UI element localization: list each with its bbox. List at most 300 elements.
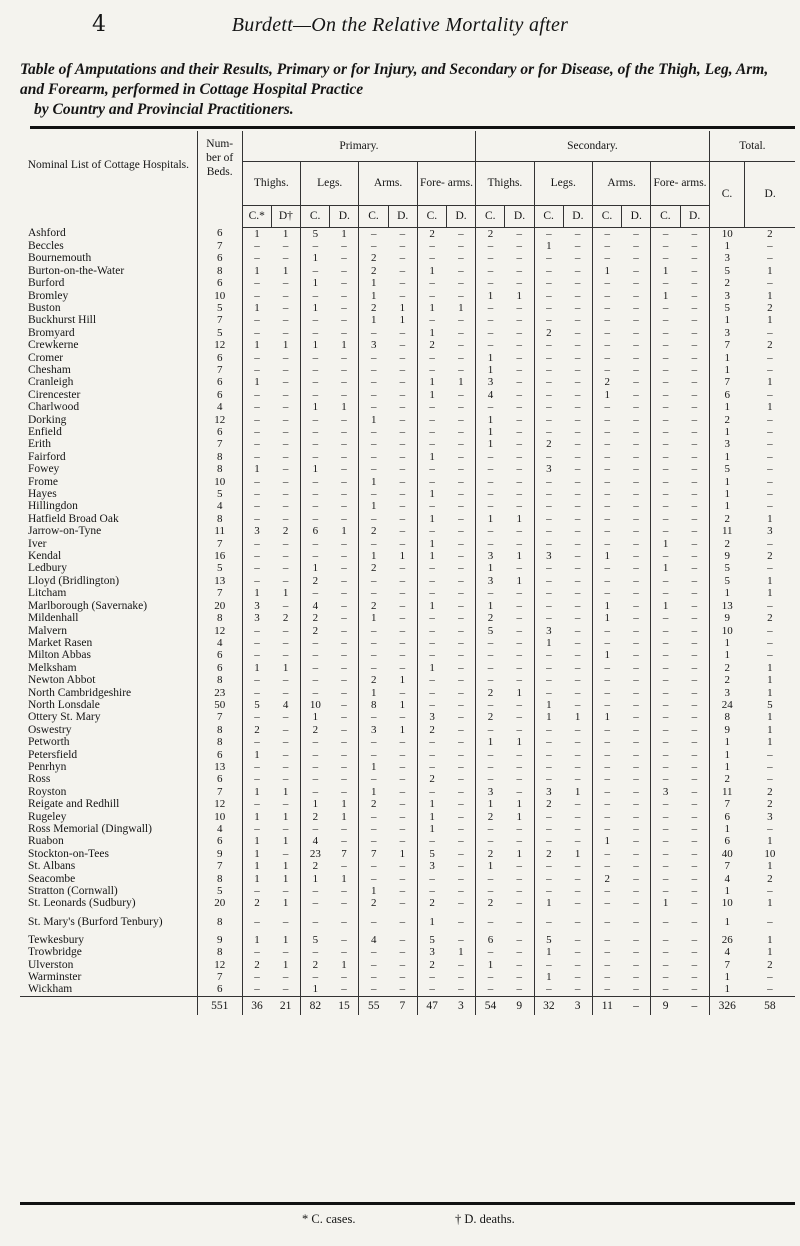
value-cell: 1 [574,711,581,724]
value-cell: – [651,575,680,587]
value-cell: – [633,525,639,538]
value-cell: – [341,574,347,587]
value-cell: 5 [534,934,563,946]
value-cell: – [282,798,289,811]
value-cell: – [341,723,347,736]
value-cell: – [301,426,330,438]
hospital-name: Oswestry [28,723,72,736]
value-cell: – [476,749,505,761]
value-cell: – [691,401,698,414]
value-cell: 1 [516,550,522,563]
value-cell: 1 [592,711,621,723]
hospital-name: Mildenhall [28,612,79,625]
value-cell: 1 [709,401,744,413]
value-cell: 10 [301,699,330,711]
value-cell: – [691,958,698,971]
value-cell: – [516,872,522,885]
value-cell: – [417,401,446,413]
value-cell: 13 [709,600,744,612]
table-row [20,575,795,587]
value-cell: – [691,339,698,352]
value-cell: 1 [592,649,621,661]
beds-cell: 6 [197,662,242,674]
value-cell: – [691,574,698,587]
value-cell: – [516,264,522,277]
value-cell: – [633,823,639,835]
value-cell: – [574,463,581,476]
value-cell: – [534,811,563,823]
value-cell: – [534,265,563,277]
value-cell: – [458,227,464,240]
header-cases: C.* [242,205,271,227]
value-cell: – [691,413,698,426]
header-secondary-forearms: Fore- arms. [651,161,709,205]
value-cell: 1 [767,860,773,873]
value-cell: – [592,687,621,699]
header-beds: Num- ber of Beds. [197,131,242,227]
value-cell: – [359,575,388,587]
value-cell: – [534,761,563,773]
value-cell: – [282,736,289,749]
value-cell: 5 [709,265,744,277]
value-cell: – [301,897,330,909]
value-cell: 1 [709,314,744,326]
value-cell: – [301,488,330,500]
value-cell: – [516,599,522,612]
header-cases: C. [534,205,563,227]
header-deaths: D. [446,205,475,227]
table-row [20,600,795,612]
value-cell: – [301,513,330,525]
value-cell: – [651,550,680,562]
value-cell: 2 [417,897,446,909]
header-cases: C. [301,205,330,227]
value-cell: 1 [341,798,347,811]
value-cell: – [476,773,505,785]
value-cell: 3 [417,860,446,872]
value-cell: – [399,760,406,773]
value-cell: – [242,488,271,500]
beds-cell: 7 [197,587,242,599]
value-cell: 1 [417,451,446,463]
value-cell: – [651,959,680,971]
value-cell: – [341,587,347,600]
value-cell: – [691,810,698,823]
value-cell: – [651,662,680,674]
value-cell: 2 [301,959,330,971]
hospital-name: Petworth [28,736,70,749]
header-deaths: D. [388,205,417,227]
table-row [20,910,795,934]
value-cell: – [417,414,446,426]
value-cell: 6 [709,389,744,401]
value-cell: 1 [242,860,271,872]
value-cell: – [301,538,330,550]
value-cell: – [767,363,773,376]
value-cell: – [534,662,563,674]
value-cell: 3 [709,327,744,339]
beds-cell: 8 [197,451,242,463]
value-cell: 1 [709,749,744,761]
value-cell: – [417,983,446,996]
value-cell: – [341,686,347,699]
value-cell: – [592,786,621,798]
value-cell: 1 [417,327,446,339]
value-cell: – [651,637,680,649]
value-cell: 1 [417,910,446,934]
value-cell: – [574,946,581,959]
value-cell: – [767,413,773,426]
value-cell: 1 [476,426,505,438]
value-cell: 4 [359,934,388,946]
hospital-name: Reigate and Redhill [28,798,120,811]
value-cell: – [592,897,621,909]
value-cell: 2 [476,811,505,823]
value-cell: – [282,512,289,525]
beds-cell: 8 [197,265,242,277]
value-cell: – [651,934,680,946]
value-cell: – [592,339,621,351]
value-cell: – [458,438,464,451]
value-cell: – [691,971,698,984]
value-cell: – [458,810,464,823]
value-cell: – [282,946,289,959]
value-cell: 1 [767,314,773,327]
total-cell: 326 [709,996,744,1015]
value-cell: 1 [534,946,563,958]
value-cell: – [592,971,621,983]
value-cell: – [458,736,464,749]
value-cell: – [651,674,680,686]
value-cell: – [574,698,581,711]
value-cell: 1 [242,934,271,946]
value-cell: – [534,562,563,574]
value-cell: 3 [417,711,446,723]
value-cell: 1 [359,687,388,699]
beds-cell: 7 [197,364,242,376]
value-cell: – [592,575,621,587]
value-cell: – [592,426,621,438]
value-cell: – [458,823,464,835]
value-cell: 1 [767,736,773,749]
value-cell: – [574,537,581,550]
value-cell: – [651,946,680,958]
value-cell: – [574,686,581,699]
value-cell: – [691,983,698,996]
value-cell: – [458,537,464,550]
value-cell: – [691,326,698,339]
value-cell: 1 [767,686,773,699]
value-cell: – [574,958,581,971]
table-row [20,983,795,996]
value-cell: – [399,475,406,488]
value-cell: 1 [534,240,563,252]
value-cell: – [574,252,581,265]
table-row [20,252,795,264]
value-cell: – [574,550,581,563]
value-cell: – [651,587,680,599]
value-cell: – [767,463,773,476]
total-cell: 3 [446,996,475,1015]
header-secondary: Secondary. [476,131,710,161]
value-cell: 2 [417,959,446,971]
value-cell: – [476,314,505,326]
value-cell: – [458,847,464,860]
value-cell: – [301,389,330,401]
value-cell: – [516,426,522,438]
value-cell: 1 [242,786,271,798]
value-cell: – [592,476,621,488]
value-cell: – [651,749,680,761]
value-cell: – [476,699,505,711]
value-cell: 1 [476,562,505,574]
value-cell: 1 [651,600,680,612]
value-cell: – [417,687,446,699]
hospital-name: Ashford [28,227,66,240]
value-cell: – [633,674,639,687]
value-cell: 2 [301,612,330,624]
value-cell: 2 [592,873,621,885]
beds-cell: 6 [197,389,242,401]
value-cell: 1 [417,265,446,277]
value-cell: 2 [709,513,744,525]
beds-cell: 8 [197,736,242,748]
table-top-rule [30,126,795,129]
value-cell: – [341,363,347,376]
hospital-name: Kendal [28,550,62,563]
value-cell: – [301,364,330,376]
value-cell: – [341,674,347,687]
value-cell: 1 [767,674,773,687]
value-cell: – [399,915,406,928]
value-cell: – [242,983,271,996]
value-cell: 1 [767,723,773,736]
value-cell: – [767,885,773,898]
value-cell: – [516,785,522,798]
hospital-name: Stockton-on-Tees [28,847,109,860]
table-row [20,401,795,413]
value-cell: – [341,661,347,674]
value-cell: 2 [359,265,388,277]
value-cell: – [574,736,581,749]
value-cell: – [282,450,289,463]
value-cell: – [691,376,698,389]
value-cell: 1 [242,265,271,277]
value-cell: – [516,277,522,290]
header-total-c: C. [709,161,744,227]
hospital-name: Ulverston [28,958,74,971]
value-cell: – [417,699,446,711]
hospital-name: Burford [28,277,65,290]
value-cell: 2 [476,711,505,723]
value-cell: – [633,723,639,736]
value-cell: – [417,500,446,512]
value-cell: – [691,252,698,265]
total-cell: 54 [476,996,505,1015]
hospital-name: Petersfield [28,748,78,761]
value-cell: – [691,674,698,687]
beds-cell: 5 [197,885,242,897]
value-cell: – [399,624,406,637]
value-cell: – [633,239,639,252]
value-cell: – [282,500,289,513]
value-cell: – [458,450,464,463]
hospital-name: Ottery St. Mary [28,711,101,724]
value-cell: – [341,760,347,773]
value-cell: – [341,562,347,575]
value-cell: – [574,649,581,662]
beds-cell: 5 [197,562,242,574]
value-cell: – [516,537,522,550]
value-cell: 7 [359,848,388,860]
value-cell: – [242,240,271,252]
value-cell: 1 [767,401,773,414]
value-cell: – [534,451,563,463]
header-deaths: D. [622,205,651,227]
value-cell: 1 [359,414,388,426]
value-cell: – [399,413,406,426]
table-row [20,786,795,798]
value-cell: 1 [767,835,773,848]
value-cell: – [242,625,271,637]
value-cell: – [458,636,464,649]
value-cell: – [633,946,639,959]
value-cell: 6 [301,525,330,537]
value-cell: – [574,289,581,302]
value-cell: 1 [767,264,773,277]
value-cell: 2 [359,525,388,537]
value-cell: – [242,649,271,661]
value-cell: – [476,277,505,289]
table-row [20,946,795,958]
value-cell: 1 [301,873,330,885]
hospital-name: Tewkesbury [28,933,85,946]
value-cell: – [359,811,388,823]
table-title-line-2: by Country and Provincial Practitioners. [34,101,294,118]
value-cell: 3 [359,339,388,351]
value-cell: – [242,290,271,302]
value-cell: 2 [709,538,744,550]
beds-cell: 4 [197,500,242,512]
value-cell: – [242,971,271,983]
table-row [20,860,795,872]
value-cell: 1 [534,699,563,711]
value-cell: – [534,885,563,897]
value-cell: – [458,624,464,637]
table-row [20,674,795,686]
value-cell: 2 [359,562,388,574]
value-cell: – [651,438,680,450]
value-cell: – [767,983,773,996]
value-cell: – [341,500,347,513]
value-cell: – [399,252,406,265]
value-cell: 1 [301,252,330,264]
beds-cell: 6 [197,227,242,240]
hospital-name: Hayes [28,488,57,501]
hospital-name: Bournemouth [28,252,92,265]
value-cell: – [476,724,505,736]
value-cell: 2 [767,798,773,811]
header-deaths: D. [505,205,534,227]
value-cell: 1 [301,401,330,413]
hospital-name: Malvern [28,624,67,637]
total-cell: 9 [505,996,534,1015]
value-cell: – [534,538,563,550]
value-cell: 4 [282,698,289,711]
value-cell: – [282,550,289,563]
value-cell: – [341,785,347,798]
hospital-name: Hatfield Broad Oak [28,512,119,525]
value-cell: – [574,971,581,984]
value-cell: 3 [476,575,505,587]
value-cell: 1 [341,958,347,971]
value-cell: – [341,748,347,761]
table-row [20,848,795,860]
value-cell: – [574,326,581,339]
value-cell: – [476,662,505,674]
value-cell: – [633,388,639,401]
value-cell: – [516,413,522,426]
value-cell: – [534,414,563,426]
value-cell: – [301,885,330,897]
value-cell: – [633,339,639,352]
value-cell: – [242,252,271,264]
value-cell: – [359,426,388,438]
value-cell: – [691,438,698,451]
value-cell: – [534,773,563,785]
value-cell: – [458,661,464,674]
value-cell: – [574,339,581,352]
value-cell: – [691,686,698,699]
value-cell: 1 [301,463,330,475]
value-cell: – [516,983,522,996]
hospital-name: St. Mary's (Burford Tenbury) [28,915,163,928]
value-cell: – [574,227,581,240]
value-cell: – [633,599,639,612]
beds-cell: 7 [197,860,242,872]
value-cell: – [516,723,522,736]
value-cell: 1 [242,873,271,885]
value-cell: – [574,624,581,637]
header-secondary-legs: Legs. [534,161,592,205]
value-cell: 1 [709,364,744,376]
table-row [20,959,795,971]
value-cell: – [534,227,563,240]
value-cell: 1 [399,301,406,314]
beds-cell: 10 [197,476,242,488]
value-cell: – [399,239,406,252]
value-cell: – [592,587,621,599]
value-cell: – [516,438,522,451]
value-cell: – [651,364,680,376]
total-cell: – [622,996,651,1015]
value-cell: – [516,351,522,364]
table-row [20,612,795,624]
beds-cell: 8 [197,946,242,958]
value-cell: 1 [516,574,522,587]
hospital-name: Jarrow-on-Tyne [28,525,102,538]
value-cell: – [574,301,581,314]
value-cell: – [341,463,347,476]
value-cell: – [592,277,621,289]
value-cell: – [242,513,271,525]
value-cell: – [341,946,347,959]
value-cell: – [651,971,680,983]
value-cell: – [359,513,388,525]
value-cell: 1 [767,661,773,674]
value-cell: – [417,637,446,649]
value-cell: – [458,698,464,711]
